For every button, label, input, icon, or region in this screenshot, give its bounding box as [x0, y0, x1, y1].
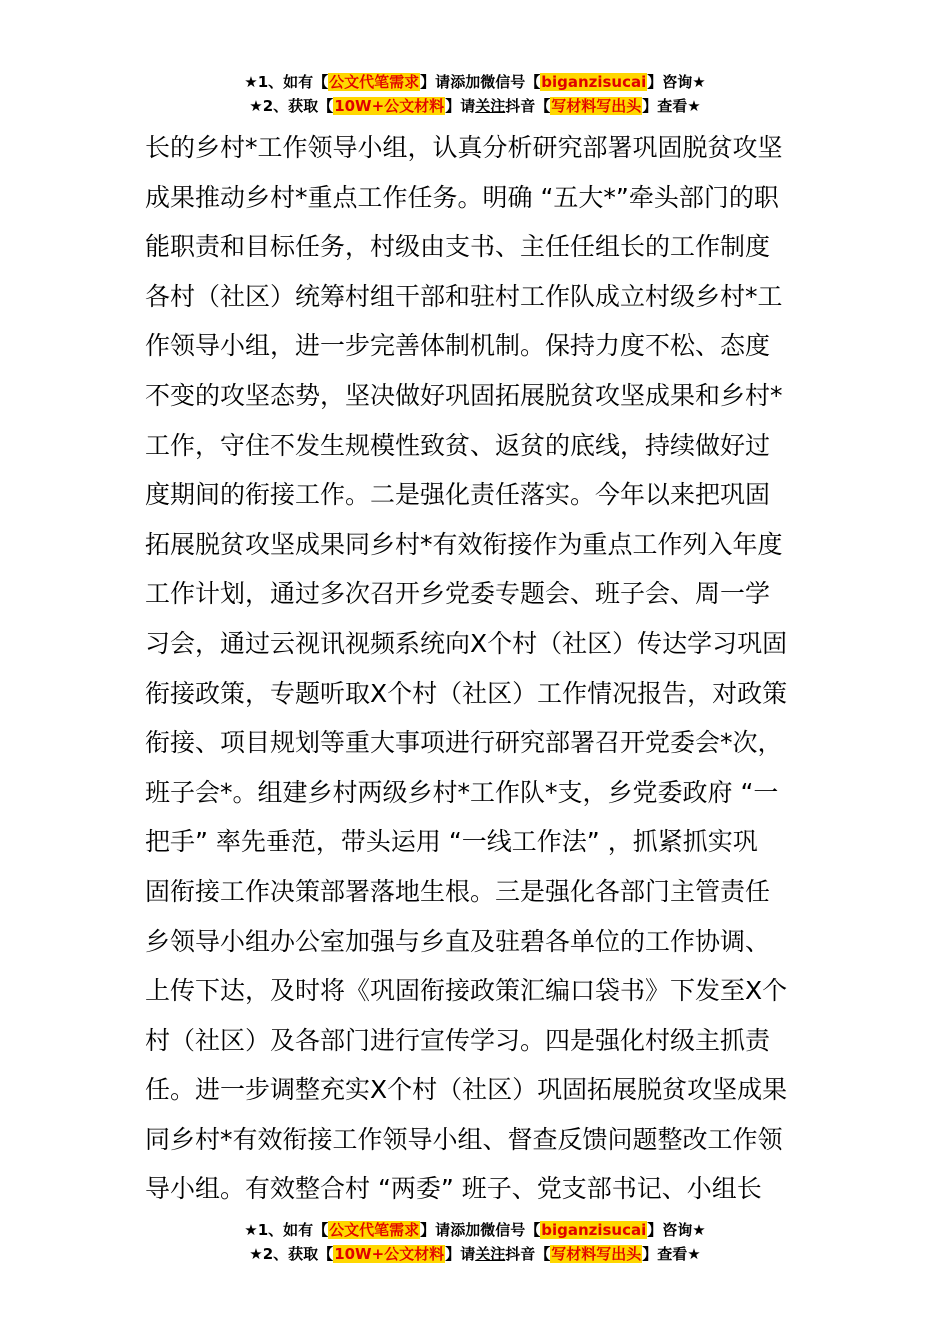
- banner-line-1: [0, 70, 950, 94]
- banner-text: 】请: [420, 1221, 451, 1239]
- banner-text: 】查看★: [642, 1245, 701, 1263]
- highlight-service: 公文代笔需求: [329, 1221, 420, 1239]
- highlight-wechat-id: biganzisucai: [541, 73, 647, 91]
- body-line: 不变的攻坚态势，坚决做好巩固拓展脱贫攻坚成果和乡村*: [145, 380, 783, 410]
- body-line: 同乡村*有效衔接工作领导小组、督查反馈问题整改工作领: [145, 1124, 783, 1154]
- banner-text: 】咨询★: [647, 1221, 706, 1239]
- header-banner: [0, 70, 950, 118]
- highlight-materials: 10W+公文材料: [334, 97, 445, 115]
- banner-text: 微信号【: [480, 73, 541, 91]
- footer-banner: [0, 1218, 950, 1266]
- banner-emphasis: 关注: [475, 1245, 506, 1263]
- body-line: 各村（社区）统筹村组干部和驻村工作队成立村级乡村*工: [145, 281, 783, 311]
- banner-text: 】查看★: [642, 97, 701, 115]
- document-body: [145, 123, 810, 1214]
- body-line: 度期间的衔接工作。二是强化责任落实。今年以来把巩固: [145, 480, 771, 510]
- body-line: 导小组。有效整合村 “两委” 班子、党支部书记、小组长: [145, 1174, 762, 1204]
- banner-emphasis: 添加: [450, 73, 481, 91]
- highlight-materials: 10W+公文材料: [334, 1245, 445, 1263]
- banner-text: ★2、获取【: [249, 1245, 334, 1263]
- body-line: 衔接、项目规划等重大事项进行研究部署召开党委会*次，: [145, 728, 783, 758]
- banner-emphasis: 关注: [475, 97, 506, 115]
- body-line: 能职责和目标任务，村级由支书、主任任组长的工作制度: [145, 232, 771, 262]
- banner-text: ★2、获取【: [249, 97, 334, 115]
- body-line: 把手” 率先垂范，带头运用 “一线工作法” ，抓紧抓实巩: [145, 827, 758, 857]
- body-line: 工作，守住不发生规模性致贫、返贫的底线，持续做好过: [145, 430, 771, 460]
- body-line: 习会，通过云视讯视频系统向X个村（社区）传达学习巩固: [145, 628, 788, 658]
- banner-text: 】咨询★: [647, 73, 706, 91]
- banner-line-2: [0, 94, 950, 118]
- highlight-douyin: 写材料写出头: [551, 1245, 642, 1263]
- highlight-wechat-id: biganzisucai: [541, 1221, 647, 1239]
- highlight-service: 公文代笔需求: [329, 73, 420, 91]
- banner-line-2: [0, 1242, 950, 1266]
- body-line: 任。进一步调整充实X个村（社区）巩固拓展脱贫攻坚成果: [145, 1075, 788, 1105]
- body-line: 乡领导小组办公室加强与乡直及驻碧各单位的工作协调、: [145, 926, 771, 956]
- body-line: 拓展脱贫攻坚成果同乡村*有效衔接作为重点工作列入年度: [145, 529, 783, 559]
- body-line: 固衔接工作决策部署落地生根。三是强化各部门主管责任: [145, 876, 771, 906]
- body-line: 长的乡村*工作领导小组，认真分析研究部署巩固脱贫攻坚: [145, 133, 783, 162]
- body-line: 村（社区）及各部门进行宣传学习。四是强化村级主抓责: [145, 1025, 771, 1055]
- body-line: 衔接政策，专题听取X个村（社区）工作情况报告，对政策: [145, 678, 788, 708]
- banner-text: ★1、如有【: [244, 73, 329, 91]
- banner-text: 抖音【: [505, 97, 551, 115]
- body-line: 工作计划，通过多次召开乡党委专题会、班子会、周一学: [145, 579, 771, 609]
- body-line: 班子会*。组建乡村两级乡村*工作队*支，乡党委政府 “一: [145, 777, 779, 807]
- banner-text: 】请: [445, 1245, 476, 1263]
- banner-text: 抖音【: [505, 1245, 551, 1263]
- banner-text: 】请: [445, 97, 476, 115]
- banner-emphasis: 添加: [450, 1221, 481, 1239]
- banner-line-1: [0, 1218, 950, 1242]
- body-line: 成果推动乡村*重点工作任务。明确 “五大*”牵头部门的职: [145, 182, 779, 212]
- highlight-douyin: 写材料写出头: [551, 97, 642, 115]
- banner-text: ★1、如有【: [244, 1221, 329, 1239]
- banner-text: 微信号【: [480, 1221, 541, 1239]
- body-line: 上传下达，及时将《巩固衔接政策汇编口袋书》下发至X个: [145, 976, 788, 1006]
- banner-text: 】请: [420, 73, 451, 91]
- body-line: 作领导小组，进一步完善体制机制。保持力度不松、态度: [145, 331, 771, 361]
